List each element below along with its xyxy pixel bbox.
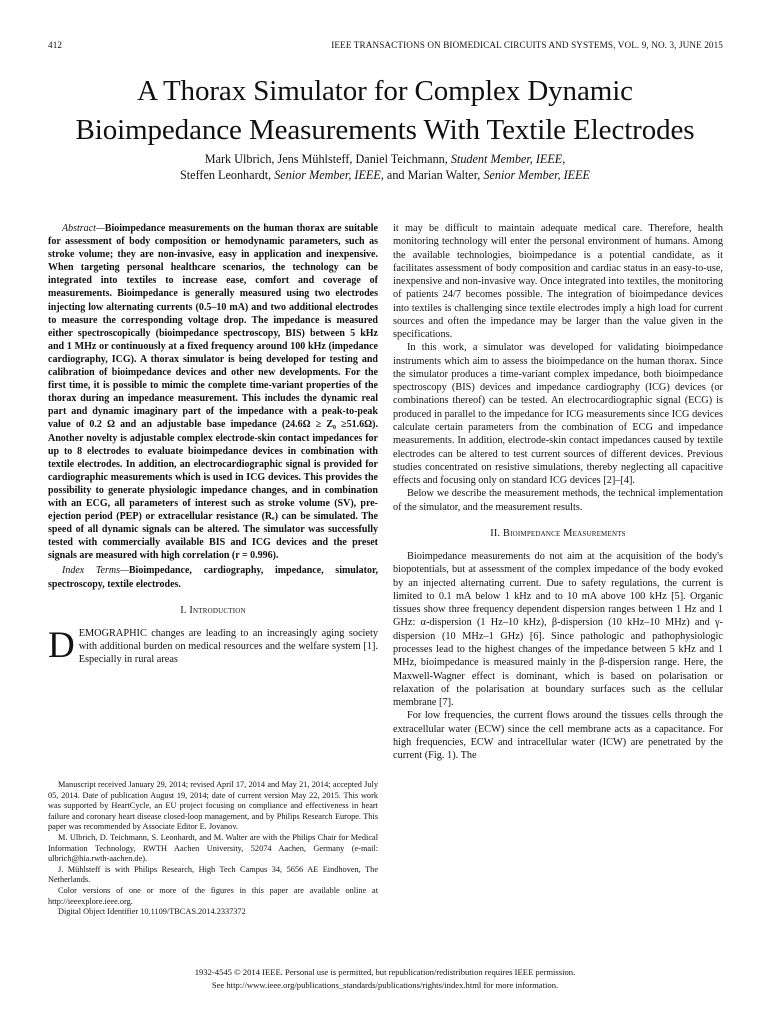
section-heading-bioimpedance: II. Bioimpedance Measurements <box>490 527 626 539</box>
abstract <box>48 222 378 562</box>
journal-citation: IEEE TRANSACTIONS ON BIOMEDICAL CIRCUITS AND SYSTEMS, VOL. 9, NO. 3, JUNE 2015 <box>331 40 723 50</box>
running-head <box>48 40 723 54</box>
index-terms <box>48 564 378 590</box>
author-name-leonhardt: Steffen Leonhardt, <box>180 167 272 182</box>
intro-text: EMOGRAPHIC changes are leading to an increasingly aging society with additional burden on medical resources and the welfare system [1]. Especially in rural areas <box>78 627 378 666</box>
copyright-footer <box>40 966 730 991</box>
footnote-doi: Digital Object Identifier 10.1109/TBCAS.2014.2337372 <box>58 907 246 917</box>
author-role-1: Student Member, IEEE, <box>450 152 566 166</box>
footnote-color: Color versions of one or more of the figures in this paper are available online at http://ieeexplore.ieee.org. <box>48 885 378 906</box>
author-list <box>40 152 730 183</box>
right-column <box>393 222 723 762</box>
abstract-text: Bioimpedance measurements on the human thorax are suitable for assessment of body composition or hemodynamic parameters, such as stroke volume; they are non-invasive, easy in application and inexpensive. When targeting personal healthcare scenarios, the technology can be integrated into textiles to increase ease, comfort and coverage of measurements. Bioimpedance is generally measured using two electrodes injecting low alternating currents (0.5–10 mA) and two additional electrodes to measure the corresponding voltage drop. The impedance is measured either spectroscopically (bioimpedance spectroscopy, BIS) between 5 kHz and 1 MHz or continuously at a fixed frequency around 100 kHz (impedance cardiography, ICG). A thorax simulator is being developed for testing and calibration of bioimpedance devices and other new developments. For the first time, it is possible to mimic the complete time-variant properties of the thorax during an impedance measurement. This includes the dynamic real part and dynamic imaginary part of the impedance with a peak-to-peak value of 0.2 Ω and an adjustable base impedance (24.6Ω ≥ Z₀ ≥51.6Ω). Another novelty is adjustable complex electrode-skin contact impedances for up to 8 electrodes to evaluate bioimpedance devices in combination with textile electrodes. In addition, an electrocardiographic signal is provided for cardiographic measurements which is used in ICG devices. This provides the possibility to generate physiologic impedance changes, and in combination with an ECG, all parameters of interest such as stroke volume (SV), pre-ejection period (PEP) or extracellular resistance (Rₑ) can be simulated. The speed of all dynamic signals can be altered. The simulator was successfully tested with commercially available BIS and ICG devices and the preset signals are measured with high correlation (r = 0.996). <box>48 223 378 562</box>
intro-paragraph <box>48 624 378 667</box>
author-role-leonhardt: Senior Member, IEEE, <box>274 167 384 182</box>
author-name-walter: and Marian Walter, <box>386 167 481 182</box>
author-line-2 <box>40 168 730 184</box>
paper-title <box>40 72 730 150</box>
right-paragraph-3: Below we describe the measurement methods, the technical implementation of the simulator, and the measurement results. <box>393 488 723 513</box>
index-terms-text: Bioimpedance, cardiography, impedance, simulator, spectroscopy, textile electrodes. <box>48 565 378 590</box>
footnote-manuscript: Manuscript received January 29, 2014; revised April 17, 2014 and May 21, 2014; accepted July 05, 2014. Date of publication August 19, 2014; date of current version May 22, 2015. This work was supported by HeartCycle, an EU project focusing on compliance and effectiveness in heart failure and coronary heart disease closed-loop management, and by Philips Research Europe. This paper was recommended by Associate Editor E. Jovanov. <box>48 780 378 832</box>
index-terms-lead: Index Terms— <box>62 565 129 577</box>
right-paragraph-2: In this work, a simulator was developed for validating bioimpedance instruments which aim to assess the bioimpedance on the human thorax. Since the simulator produces a time-variant complex impedance, both bioimpedance spectroscopy (BIS) devices and impedance cardiography (ICG) devices (or combinations thereof) can be tested. An electrocardiographic signal (ECG) is produced in parallel to the impedance for ICG measurements since ICG devices calculate certain parameters from the combination of ECG and impedance measurements. In addition, electrode-skin contact impedances caused by textile electrodes can be altered to test current sources of different devices. Previous studies concentrated on resistive simulations, thereby neglecting all capacitive effects and focusing only on standard ICG devices [2]–[4]. <box>393 342 723 487</box>
author-names-1: Mark Ulbrich, Jens Mühlsteff, Daniel Teichmann, <box>204 152 448 166</box>
right-paragraph-1: it may be difficult to maintain adequate medical care. Therefore, health monitoring technology will enter the personal environment of humans. Among the available technologies, bioimpedance is a potential candidate, as it facilitates assessment of body composition and cardiac status in an easy-to-use, inexpensive and non-invasive way. Once integrated into textiles, the monitoring of patients 24/7 becomes possible. The integration of bioimpedance devices into textiles is challenging since textile electrodes imply a high load for current sources and often the impedance may be larger than the value given in the specifications. <box>393 223 723 341</box>
footnote-affiliation: M. Ulbrich, D. Teichmann, S. Leonhardt, and M. Walter are with the Philips Chair for Medical Information Technology, RWTH Aachen University, 52074 Aachen, Germany (e-mail: ulbrich@hia.rwth-aachen.de). <box>48 832 378 864</box>
abstract-lead: Abstract— <box>62 223 105 234</box>
section-heading-introduction: I. Introduction <box>180 604 246 616</box>
footer-line-1: 1932-4545 © 2014 IEEE. Personal use is permitted, but republication/redistribution requires IEEE permission. <box>194 967 576 977</box>
drop-cap: D <box>48 624 75 666</box>
author-role-walter: Senior Member, IEEE <box>483 167 590 182</box>
right-paragraph-4: Bioimpedance measurements do not aim at the acquisition of the body's biopotentials, but at assessment of the complex impedance of the body evoked by an injected alternating current. Due to safety regulations, the current is limited to 0.1 mA below 1 kHz and to 10 mA above 100 kHz [5]. Organic tissues show three frequency dependent dispersion ranges between 1 Hz and 1 GHz: α-dispersion (1 Hz–10 kHz), β-dispersion (10 kHz–10 MHz) and γ-dispersion (10 MHz–1 GHz) [6]. Since pathologic and pathophysiologic processes lead to the highest changes of the impedance between 5 kHz and 1 MHz, bioimpedance is measured mainly in the β-dispersion range. Here, the Maxwell-Wagner effect is dominant, which is based on polarisation or relaxation of the polarisation at boundary surfaces such as the cellular membrane [7]. <box>393 551 723 709</box>
author-line-1 <box>40 152 730 168</box>
page-number: 412 <box>48 40 63 50</box>
title-line-1: A Thorax Simulator for Complex Dynamic <box>137 75 633 107</box>
title-line-2: Bioimpedance Measurements With Textile Electrodes <box>75 114 695 146</box>
left-column <box>48 222 378 667</box>
right-paragraph-5: For low frequencies, the current flows around the tissues cells through the extracellular water (ECW) since the cell membrane acts as a capacitance. For high frequencies, ECW and intracellular water (ICW) are penetrated by the current (Fig. 1). The <box>393 710 723 762</box>
footnotes <box>48 780 378 918</box>
footer-line-2: See http://www.ieee.org/publications_standards/publications/rights/index.html for more information. <box>211 979 559 990</box>
footnote-philips: J. Mühlsteff is with Philips Research, High Tech Campus 34, 5656 AE Eindhoven, The Netherlands. <box>48 864 378 885</box>
